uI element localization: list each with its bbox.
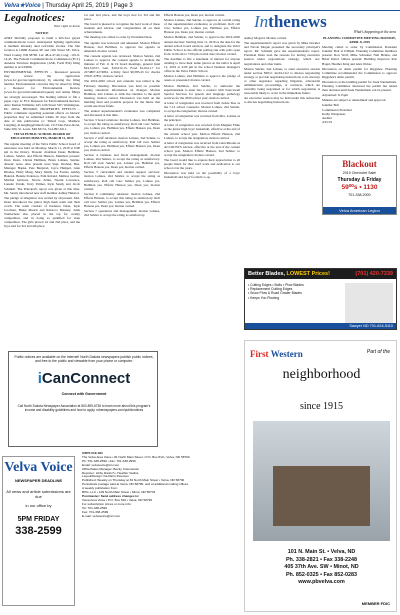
icanconnect-logo-a: i [37, 370, 42, 387]
minutes-paragraph: The consent agenda was reviewed. Motion Selzler, 2nd Lohnes to approve the consent agenda to include the minutes of Feb 11 & 19 board meetings, general fund $24,310.57, Gen. $10,012.15, Food $1,041.17 for 2274807-2274861, activity fund $9,583.43 for checks 27847-27851; motion carried. [84, 53, 160, 79]
better-blades-ad [244, 268, 397, 330]
better-blades-photo [345, 283, 393, 323]
better-blades-line: • Snow Plow & Road Grader Blades [248, 291, 302, 296]
minutes-paragraph: Section 7 operations and management: motion Lohnes, 2nd Selzler to accept the rating as satisfactory. [84, 209, 160, 218]
masthead-rule [0, 10, 400, 11]
blackout-title: Blackout [342, 159, 377, 169]
blackout-phone: 701-338-2000 [348, 193, 371, 197]
usps-line: Email: velvavoice@srt.com [82, 462, 120, 467]
planning-paragraph: Adjourned: 6:15pm [322, 93, 348, 98]
icanconnect-bottom-text: Call North Dakota Newspaper Association at 800-899-6736 to learn more about this program's income and disability guidelines and how to apply. ndnewspapers.com/publicnotices [17, 404, 151, 412]
minutes-paragraph: Motion Hellman, 2nd Selzler, to approve the 2019-2020 annual election: Starting June 11, 2019 as the date for the annual school board election, and to designate the Velva Public School as the official polling site with polls open from 11:00 am to 7:00 pm on that date; motion carried. [164, 35, 240, 56]
minutes-paragraph: Effertz Hanson yes, Dean yes; motion carried. [164, 13, 225, 17]
bank-since: since 1915 [299, 401, 344, 412]
velva-voice-logo: Velva Voice [4, 460, 73, 475]
minutes-paragraph: The annual superintendent's evaluation was completed and discussed at this time. [84, 109, 160, 118]
usps-line: Fax: 701-338-2599 [82, 509, 109, 514]
minutes-paragraph: Discussion was held on the possibility of a boys' basketball and boys' football co-op. [164, 171, 240, 180]
planning-paragraph: Discussion on demo permit for Riggsbee. Planning Committee recommended the Commission to approve Riggsbee's demo permit. [322, 66, 397, 79]
minutes-paragraph: Section 5 curriculum and student support services: motion Lohnes, 2nd Selzler, to accept the rating as satisfactory. Roll call vote: Selzler yes, Lohnes yes, Hellman yes, Effertz Hanson yes, Dean yes; motion carried. [84, 170, 160, 191]
masthead [0, 0, 400, 11]
better-blades-title-b: LOWEST Prices! [286, 271, 330, 277]
usps-line: The Velva Area Voice • 81 North Main Street • P.O. Box 810 • Velva, ND 58790 [82, 454, 190, 459]
icanconnect-logo-b: CanConnect [41, 370, 131, 387]
icanconnect-tagline: Connect with Government [61, 392, 107, 396]
minutes-paragraph: The board would like to express their appreciation to all people listed for their hard work and dedication to our school over the years. [164, 158, 240, 171]
planning-paragraph: Auditor [322, 115, 333, 120]
minutes-paragraph: Ashley Mogard, Motion carried. [244, 36, 287, 40]
deadline-heading: NEWSPAPER DEADLINE [14, 478, 63, 483]
usps-line: Postmaster: Send address changes to: [82, 493, 140, 498]
better-blades-phone: (701) 420-7339 [355, 271, 393, 277]
minutes-column-3 [164, 13, 240, 403]
planning-paragraph: Kathy Wangsness [322, 111, 346, 116]
usps-line: Velva Area Voice • P.O. Box 810 • Velva, ND 58790 [82, 497, 153, 502]
bank-building-photo [253, 421, 390, 541]
bank-logo-a: First [250, 349, 269, 359]
minutes-paragraph: The 2019-2020 school and calendar was tabled at the February meeting. Discussion was held on possible testing standards/ information on changes. Motion Hellman, 2nd Lohnes to table the calendar to the April meeting, motion carried. Discussion was held on the building fund and possible projects for the future that would use those funds. [84, 79, 160, 108]
icanconnect-ad [8, 351, 158, 447]
minutes-paragraph: Section 4 business and fiscal management: motion Lohnes, 2nd Selzler, to accept the rating as satisfactory. Roll call vote: Selzler yes, Lohnes yes, Hellman yes, Effertz Hanson yes, Dean yes; motion carried. [84, 153, 160, 170]
better-blades-footer: Sawyer ND 701-624-5110 [245, 323, 396, 329]
usps-line: Office/Sales Manager: Becky Colemeister [82, 466, 140, 471]
publication-info [82, 452, 232, 612]
usps-line: USPS 019-184 [82, 452, 103, 455]
better-blades-line: • Keeps You Plowing [248, 295, 280, 300]
usps-line: Tel: 701-338-2599 [82, 505, 107, 510]
legal-paragraph: ENVIRONMENTAL EFFECTS – Interested persons may review the application (www.fcc.gov/asr/applications) by entering the filing number. Environmental concerns may be raised by filing a Request for Environmental Review (www.fcc.gov/environmental/request) and online filings are strongly encouraged. The mailing address to file a paper copy is: FCC Requests for Environmental Review, Attn: Ramon Williams; 445 12th Street SW; Washington, DC 20554. HISTORIC PROPERTIES EFFECTS – Public comments regarding potential effects on historic properties may be submitted within 30 days from the date of this publication to: Trileaf Corp, Matthew Lengling, m.lengling@trileaf.com, 1515 Des Peres Road, Suite 200, St. Louis, MO 63131, 314-997-6111. [4, 69, 80, 132]
bank-addresses [253, 549, 390, 587]
usps-line: A weekly publication from: [82, 486, 118, 491]
deadline-time: 5PM FRIDAY [17, 516, 60, 523]
minutes-paragraph: The agenda was reviewed and amended. Motion Effertz Hanson, 2nd Hellman, to approve the agenda as amended, motion carried. [84, 40, 160, 53]
deadline-phone: 338-2599 [15, 525, 62, 537]
minutes-paragraph: An executive session may be held under this subsection to discuss negotiating instructions. [244, 96, 320, 105]
bank-logo-b: Western [270, 349, 303, 359]
minutes-column-2 [84, 13, 160, 388]
minutes-paragraph: A letter of resignation was received from Glen Rhodes as ACCOUNTS advisor, effective at the end of the current school year. Motion Effertz Hanson, 2nd Selzler, to accept the resignation; motion carried. [164, 140, 240, 157]
minutes-paragraph: A letter of resignation was received from Jackie Doe as the 7-12 school counselor. Motion Lohnes, 2nd Selzler, to accept the resignation; motion carried. [164, 100, 240, 114]
blackout-ad [322, 155, 397, 215]
deadline-text: All news and article submissions are due [6, 489, 71, 499]
minutes-paragraph: Section 3 board relations: motion Lohnes, 2nd Hellman, to accept the rating as satisfactory. Roll call vote: Selzler yes, Lohnes yes, Hellman yes, Effertz Hanson yes, Dean yes; motion carried. [84, 118, 160, 135]
legal-paragraph: The pledge of allegiance was recited by all present. Mrs. Dean introduced the junior high math team and their coach. The team consists of Kadence Dean, Kyle Jacobsen, Blake Mauch and Rebecca Delaney. Jaiah Tremacholz also placed in the top for county competition, and in doing so qualified for state competition. The girls placed 1st and 2nd place, and the boys tied for 3rd and 4th place. [4, 195, 80, 229]
planning-paragraph: Meeting called to order by Commission President Jennifer Bolt at 6:00pm. Planning Committee members present: Ron Wolf, Mike Schreiner Neil Hellen, and Brian Kittel. Others present: Building Inspector Rob Hagel, Heather King and Alex Weber. [322, 45, 397, 66]
blackout-time: 59⁰⁰s • 1130 [341, 184, 378, 191]
bank-address-line: 405 37th Ave. SW • Minot, ND [284, 564, 359, 570]
icanconnect-logo [19, 370, 149, 387]
minutes-paragraph: Section 2 staff relations: motion Lohnes, 2nd Selzler, to accept the rating as satisfactory. Roll call vote: Selzler yes, Lohnes yes, Hellman yes, Effertz Hanson yes, Dean yes; motion carried. [84, 135, 160, 152]
minutes-paragraph: The deadline to file a statement of interest for anyone wishing to have their name placed on the ballot is April 12, 2019 at 4:00 pm in the school business manager's office in the Velva Public School. [164, 56, 240, 74]
usps-line: For subscription prices or more info: [82, 501, 132, 506]
legal-paragraph: NOTICE [35, 31, 49, 36]
better-blades-title-a: Better Blades, [248, 271, 287, 277]
in-the-news-suffix: thenews [268, 12, 327, 31]
legal-paragraph: The regular meeting of the Velva Public School board of education was held on Monday, March 11, 2019 at 6:00 pm in the library. Present: chairman Dean, Hellman, Lohnes, Selzler, and Effertz Hanson. Members present: Dave Dean, Christa Hellman, Brian Lohnes, Selzler. Absent: none. Also present were Supt. Dockter, Bus. Manager Hapka, Pete Bergstad, Joyce Hempel, Glen Rhodes, Holly Maag, Mary Smith, Joe Fontes, Ashley Hakstol, Bennie Pederson, Pam Roland, Melissa Gerber, Mitchel Gibbons, Nicole Zeller, Naomi Lawrence, Lanette Unruh, Terry Palmer, Kyle Sandy and Jacob Schmidt. The Principal's report was given at this time. Ms. Sandy introduced new staff member Ashley Hakstol. [4, 141, 80, 195]
bank-ad [244, 340, 397, 612]
minutes-paragraph: A letter of resignation was received from Mrs. Lohnes as the principal. [164, 114, 240, 123]
usps-line: Periodicals postage paid at Velva, ND 58790, and at additional mailing offices. [82, 482, 189, 487]
minutes-paragraph: The meeting was called to order by President Dean. [84, 35, 153, 40]
bank-headline: neighborhood [282, 367, 361, 382]
better-blades-line: • Cutting Edges • Bolts • Plow Blades [248, 283, 304, 287]
bank-address-line: Ph. 338-2821 • Fax 338-2248 [285, 556, 358, 563]
legal-paragraph: AT&T Mobility proposes to build a 405-foot guyed communications tower. Anticipated lighting application is medium intensity dual red/white strobes. The Site location is 14980 Avenue SE and 12th Street SE, Velva, Ward County, ND 58790. Lat: 48-4-47.40, Long: -101-8-14.45. The Federal Communications Commission (FCC) Antenna Structure Registration (ASR, Form 854) filing number is A1143096. [4, 36, 80, 69]
legal-notices-heading: Legalnotices: [4, 13, 66, 24]
planning-committee-column [322, 36, 397, 151]
bank-address-line: 101 N. Main St. • Velva, ND [287, 549, 356, 555]
dateline: | Thursday April 25, 2019 | Page 3 [42, 3, 133, 9]
better-blades-lines [248, 283, 343, 300]
better-blades-line: • Replacement Cutting Edges [248, 287, 293, 292]
legal-notices-subheading: Your right to know [53, 24, 80, 28]
minutes-paragraph: Motion Lohnes, 2nd Hellman to approve the pledge of assets as presented; motion carried. [164, 74, 240, 83]
minutes-paragraph: Motion Selzler, 2nd Lohnes, to enter executive session under section NDCC 44-04-19.2 to discuss negotiating strategy or provide negotiating instructions to its attorney or other negotiator regarding litigation, adversarial administrative proceedings, or contracts, which are currently being negotiated or for which negotiation is reasonably likely to occur in the immediate future. [244, 66, 320, 96]
legal-notices-column [4, 13, 80, 348]
planning-paragraph: Commission President [322, 107, 352, 112]
blackout-date: Thursday & Friday [337, 177, 382, 183]
fdic-badge: MEMBER FDIC [361, 601, 390, 606]
in-the-news-heading [254, 13, 327, 30]
minutes-paragraph: The board is pleased to recognize the hard work of these students and advisor, and congratulates all on their achievements. [84, 22, 160, 35]
usps-line: Reporter: Libby Dietrich • Heather Vadnie [82, 470, 139, 475]
usps-line: Published: Weekly on Thursday at 81 North Main Street • Velva, ND 58790 [82, 478, 185, 483]
minutes-paragraph: 1st and 2nd place, and the boys tied for 3rd and 4th place. [84, 13, 160, 22]
bank-logo [250, 349, 303, 359]
deadline-text-2: in our office by [25, 503, 52, 508]
usps-line: E-mail: velvavoice@srt.com [82, 513, 121, 518]
planning-paragraph: 4/25/19 [322, 119, 333, 124]
blackout-line: 2019 Chevrolet Sale! [342, 171, 377, 175]
legal-paragraph: VELVA PUBLIC SCHOOL BOARD OF EDUCATION MINUTES, MARCH 11, 2019 [10, 132, 74, 141]
usps-line: BHG, LLC • 109 North Main Street • Minot, ND 58703 [82, 490, 156, 495]
blackout-footer: Velva American Legion [323, 207, 396, 214]
usps-line: Layout/Design: Da Darin Peterson [82, 474, 129, 479]
bank-address-line: Ph. 852-0325 • Fax 852-0283 [285, 571, 358, 578]
minutes-column-4 [244, 36, 320, 264]
minutes-paragraph: Motion Hellman, 2nd Selzler, to authorize the superintendent to enter into a contract with Sourcewell Special Services for speech and language pathology services for the 2020 school year; motion carried. [164, 83, 240, 100]
icanconnect-top-text: Public notices are available on the Internet! North Dakota newspapers publish public notices, and free to the public and viewable from your phone or computer. [14, 355, 154, 363]
in-the-news-tagline: What's happening in the area [353, 30, 396, 34]
minutes-paragraph: Section 6 community relations: motion Lohnes, 2nd Effertz Hanson, to accept this rating as satisfactory. Roll call vote: Selzler yes, Lohnes yes, Hellman yes, Effertz Hanson yes, Dean yes; motion carried. [84, 191, 160, 209]
minutes-paragraph: The superintendent's report was given by Mike Dockter and Nicole Mogen presented the secondary principal's report. Mr. Schmidt gave the superintendent's report. President Dean read the reasons for having executive session under negotiations strategy, which are: negotiations and other items. [244, 41, 320, 66]
velva-voice-deadline-ad [2, 456, 75, 606]
planning-paragraph: PLANNING COMMITTEE MEETING MONDAY, APRIL 8, 2019 [323, 36, 396, 45]
minutes-paragraph: A letter of resignation was received from Meghan Fiske as the junior high boys' basketball, effective at the end of the current school year. Motion Effertz Hanson, 2nd Lohnes, to accept the resignation; motion carried. [164, 123, 240, 140]
planning-paragraph: Discussion on the building permit for Zeek Vandermark. Planning Committee discussed the permit but tabled their decision until Zeek Vandermark can be present. [322, 79, 397, 93]
planning-paragraph: Minutes are subject to amendment and approval. [322, 98, 387, 103]
minutes-paragraph: Motion Lohnes, 2nd Selzler, to approve an overall rating of the superintendent evaluation as proficient. Roll call vote: Selzler yes, Lohnes yes, Hellman yes, Effertz Hanson yes, Dean yes; motion carried. [164, 18, 240, 35]
paper-name: Velva★Voice [4, 3, 41, 9]
planning-paragraph: Jennifer Bolt [322, 103, 340, 108]
bank-website: www.pbvelva.com [298, 579, 345, 585]
usps-line: Ph: 701-338-2599 • Fax: 701-338-2599 [82, 458, 136, 463]
bank-part-of: Part of the [366, 349, 390, 355]
in-the-news-prefix: In [254, 12, 269, 31]
